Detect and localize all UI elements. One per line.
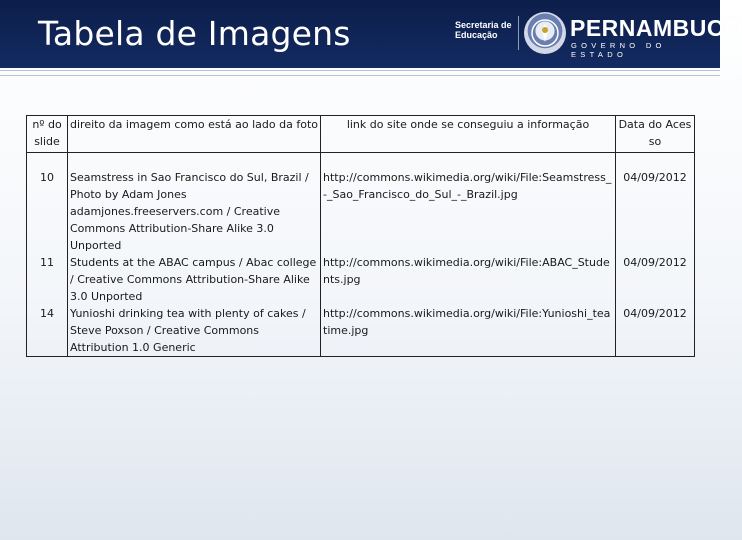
state-seal-icon: [524, 12, 566, 54]
table-row: [27, 169, 695, 254]
secretaria-line-2: Educação: [455, 30, 498, 40]
table-row: [27, 254, 695, 305]
column-header-date: Data do Acesso: [616, 116, 695, 153]
source-link[interactable]: http://commons.wikimedia.org/wiki/File:Seamstress_-_Sao_Francisco_do_Sul_-_Brazil.jpg: [321, 169, 616, 254]
brand-subtitle: GOVERNO DO ESTADO: [571, 41, 666, 59]
column-header-credit: direito da imagem como está ao lado da foto: [68, 116, 321, 153]
brand-logo-text: PERNAMBUCO: [570, 15, 742, 41]
access-date: 04/09/2012: [616, 169, 695, 254]
spacer-cell: [321, 153, 616, 170]
access-date: 04/09/2012: [616, 305, 695, 357]
spacer-cell: [68, 153, 321, 170]
table-row: [27, 305, 695, 357]
image-credits-table: [26, 115, 695, 357]
header-rule-bottom: [0, 75, 720, 76]
source-link[interactable]: http://commons.wikimedia.org/wiki/File:ABAC_Students.jpg: [321, 254, 616, 305]
secretaria-line-1: Secretaria de: [455, 20, 512, 30]
table-spacer-row: [27, 153, 695, 170]
image-credit: Yunioshi drinking tea with plenty of cakes / Steve Poxson / Creative Commons Attribution 1.0 Generic: [68, 305, 321, 357]
spacer-cell: [27, 153, 68, 170]
slide-number: 11: [27, 254, 68, 305]
source-link[interactable]: http://commons.wikimedia.org/wiki/File:Yunioshi_teatime.jpg: [321, 305, 616, 357]
logo-divider: [518, 16, 519, 50]
slide-number: 10: [27, 169, 68, 254]
header-banner: [0, 0, 742, 68]
access-date: 04/09/2012: [616, 254, 695, 305]
page-title: Tabela de Imagens: [38, 14, 351, 53]
column-header-link: link do site onde se conseguiu a informação: [321, 116, 616, 153]
spacer-cell: [616, 153, 695, 170]
column-header-slide: nº do slide: [27, 116, 68, 153]
header-rule-top: [0, 70, 720, 71]
table-header-row: [27, 116, 695, 153]
image-credit: Seamstress in Sao Francisco do Sul, Brazil / Photo by Adam Jones adamjones.freeservers.com / Creative Commons Attribution-Share Alike 3.0 Unported: [68, 169, 321, 254]
seal-emblem-icon: [530, 18, 560, 48]
image-credit: Students at the ABAC campus / Abac college / Creative Commons Attribution-Share Alike 3.0 Unported: [68, 254, 321, 305]
secretaria-label: [455, 20, 512, 40]
slide-number: 14: [27, 305, 68, 357]
